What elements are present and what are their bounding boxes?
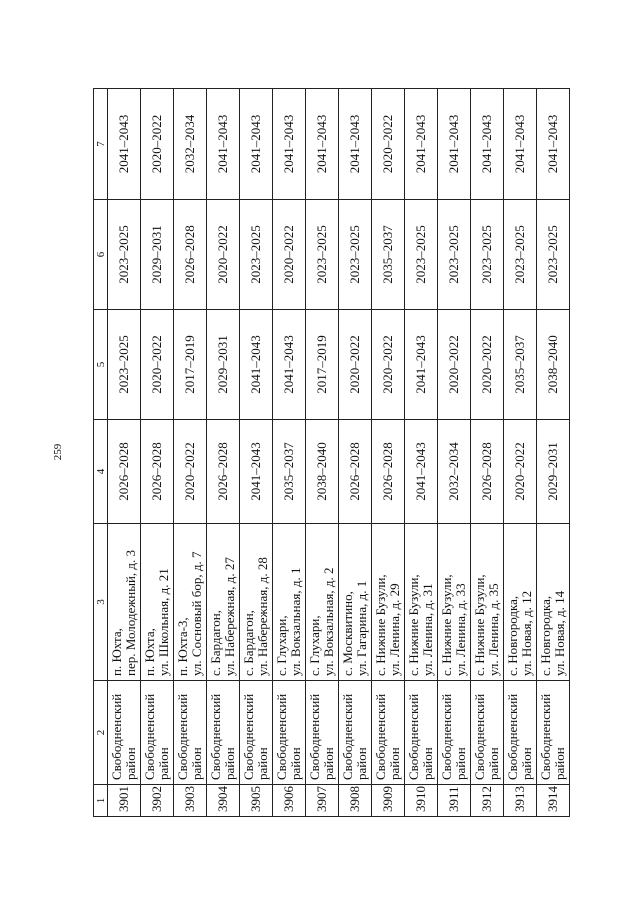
column-header: 3	[94, 524, 108, 681]
address-line: п. Юхта,	[109, 628, 124, 676]
period-cell: 2026–2028	[372, 420, 405, 524]
address-line: ул. Ленина, д. 29	[387, 583, 402, 676]
district-cell	[438, 681, 471, 785]
period-cell: 2038–2040	[306, 420, 339, 524]
district-line: район	[255, 747, 270, 780]
address-line: ул. Ленина, д. 35	[486, 583, 501, 676]
row-id-cell: 3907	[306, 785, 339, 817]
period-cell: 2026–2028	[339, 420, 372, 524]
period-cell: 2041–2043	[108, 89, 141, 200]
district-line: район	[189, 747, 204, 780]
district-line: Свободненский	[208, 693, 223, 780]
period-cell: 2041–2043	[306, 89, 339, 200]
schedule-table	[93, 88, 570, 817]
address-line: ул. Ленина, д. 31	[420, 583, 435, 676]
district-line: Свободненский	[307, 693, 322, 780]
district-cell	[471, 681, 504, 785]
period-cell: 2020–2022	[273, 200, 306, 310]
district-line: Свободненский	[472, 693, 487, 780]
district-line: район	[420, 747, 435, 780]
period-cell: 2023–2025	[339, 200, 372, 310]
period-cell: 2020–2022	[339, 310, 372, 420]
period-cell: 2041–2043	[537, 89, 570, 200]
district-cell	[240, 681, 273, 785]
period-cell: 2029–2031	[207, 310, 240, 420]
district-line: район	[486, 747, 501, 780]
period-cell: 2041–2043	[471, 89, 504, 200]
row-id-cell: 3908	[339, 785, 372, 817]
address-line: ул. Школьная, д. 21	[156, 568, 171, 676]
row-id-cell: 3914	[537, 785, 570, 817]
period-cell: 2041–2043	[438, 89, 471, 200]
address-line: с. Глухари,	[274, 615, 289, 676]
district-line: Свободненский	[142, 693, 157, 780]
address-line: ул. Набережная, д. 27	[222, 557, 237, 676]
period-cell: 2041–2043	[405, 420, 438, 524]
period-cell: 2023–2025	[537, 200, 570, 310]
row-id-cell: 3906	[273, 785, 306, 817]
address-line: с. Москвитино,	[340, 591, 355, 676]
district-line: район	[354, 747, 369, 780]
table-row	[141, 89, 174, 817]
period-cell: 2023–2025	[108, 200, 141, 310]
district-line: Свободненский	[439, 693, 454, 780]
address-line: с. Глухари,	[307, 615, 322, 676]
table-row	[339, 89, 372, 817]
address-cell	[405, 524, 438, 681]
period-cell: 2026–2028	[141, 420, 174, 524]
column-header: 5	[94, 310, 108, 420]
address-line: с. Нижние Бузули,	[373, 574, 388, 676]
address-line: с. Бардагон,	[208, 610, 223, 676]
period-cell: 2032–2034	[174, 89, 207, 200]
table-body	[94, 89, 570, 817]
district-cell	[207, 681, 240, 785]
district-line: Свободненский	[274, 693, 289, 780]
district-line: район	[321, 747, 336, 780]
row-id-cell: 3904	[207, 785, 240, 817]
period-cell: 2041–2043	[273, 310, 306, 420]
page-number: 259	[52, 443, 64, 461]
address-line: с. Новгородка,	[505, 595, 520, 676]
column-header: 6	[94, 200, 108, 310]
period-cell: 2020–2022	[372, 310, 405, 420]
district-line: Свободненский	[505, 693, 520, 780]
district-line: Свободненский	[340, 693, 355, 780]
district-line: район	[552, 747, 567, 780]
table-row	[306, 89, 339, 817]
address-cell	[108, 524, 141, 681]
period-cell: 2041–2043	[405, 89, 438, 200]
address-line: пер. Молодежный, д. 3	[123, 549, 138, 676]
row-id-cell: 3909	[372, 785, 405, 817]
period-cell: 2017–2019	[174, 310, 207, 420]
address-cell	[174, 524, 207, 681]
address-line: ул. Вокзальная, д. 2	[321, 567, 336, 676]
district-line: Свободненский	[175, 693, 190, 780]
table-row	[207, 89, 240, 817]
period-cell: 2041–2043	[405, 310, 438, 420]
table-row	[108, 89, 141, 817]
address-cell	[537, 524, 570, 681]
district-line: район	[222, 747, 237, 780]
district-cell	[273, 681, 306, 785]
period-cell: 2026–2028	[207, 420, 240, 524]
period-cell: 2020–2022	[174, 420, 207, 524]
district-cell	[174, 681, 207, 785]
address-line: п. Юхта-3,	[175, 617, 190, 676]
address-line: ул. Ленина, д. 33	[453, 583, 468, 676]
column-header: 1	[94, 785, 108, 817]
period-cell: 2035–2037	[504, 310, 537, 420]
district-line: район	[123, 747, 138, 780]
address-cell	[504, 524, 537, 681]
district-line: район	[519, 747, 534, 780]
period-cell: 2026–2028	[174, 200, 207, 310]
district-cell	[141, 681, 174, 785]
address-cell	[471, 524, 504, 681]
period-cell: 2023–2025	[471, 200, 504, 310]
district-line: Свободненский	[538, 693, 553, 780]
table-row	[471, 89, 504, 817]
period-cell: 2020–2022	[438, 310, 471, 420]
address-line: ул. Сосновый бор, д. 7	[189, 551, 204, 676]
district-line: район	[453, 747, 468, 780]
period-cell: 2023–2025	[504, 200, 537, 310]
district-line: Свободненский	[406, 693, 421, 780]
table-row	[405, 89, 438, 817]
period-cell: 2035–2037	[372, 200, 405, 310]
period-cell: 2041–2043	[240, 310, 273, 420]
address-line: с. Нижние Бузули,	[406, 574, 421, 676]
period-cell: 2035–2037	[273, 420, 306, 524]
district-line: район	[156, 747, 171, 780]
period-cell: 2038–2040	[537, 310, 570, 420]
header-row	[94, 89, 108, 817]
period-cell: 2041–2043	[339, 89, 372, 200]
period-cell: 2026–2028	[471, 420, 504, 524]
period-cell: 2017–2019	[306, 310, 339, 420]
district-cell	[504, 681, 537, 785]
address-line: с. Бардагон,	[241, 610, 256, 676]
row-id-cell: 3910	[405, 785, 438, 817]
address-cell	[141, 524, 174, 681]
district-cell	[108, 681, 141, 785]
period-cell: 2041–2043	[273, 89, 306, 200]
period-cell: 2029–2031	[537, 420, 570, 524]
table-row	[174, 89, 207, 817]
table-row	[504, 89, 537, 817]
district-line: Свободненский	[373, 693, 388, 780]
table-row	[537, 89, 570, 817]
period-cell: 2041–2043	[240, 89, 273, 200]
address-line: с. Нижние Бузули,	[439, 574, 454, 676]
address-cell	[372, 524, 405, 681]
column-header: 7	[94, 89, 108, 200]
address-cell	[438, 524, 471, 681]
period-cell: 2029–2031	[141, 200, 174, 310]
row-id-cell: 3903	[174, 785, 207, 817]
row-id-cell: 3902	[141, 785, 174, 817]
address-cell	[306, 524, 339, 681]
district-line: Свободненский	[241, 693, 256, 780]
address-line: ул. Вокзальная, д. 1	[288, 567, 303, 676]
table-row	[273, 89, 306, 817]
period-cell: 2020–2022	[372, 89, 405, 200]
period-cell: 2023–2025	[405, 200, 438, 310]
table-row	[240, 89, 273, 817]
table-row	[372, 89, 405, 817]
district-cell	[537, 681, 570, 785]
district-line: Свободненский	[109, 693, 124, 780]
row-id-cell: 3901	[108, 785, 141, 817]
address-line: с. Новгородка,	[538, 595, 553, 676]
district-line: район	[387, 747, 402, 780]
period-cell: 2032–2034	[438, 420, 471, 524]
district-line: район	[288, 747, 303, 780]
address-cell	[207, 524, 240, 681]
period-cell: 2020–2022	[141, 89, 174, 200]
table-row	[438, 89, 471, 817]
row-id-cell: 3912	[471, 785, 504, 817]
district-cell	[339, 681, 372, 785]
period-cell: 2023–2025	[306, 200, 339, 310]
column-header: 2	[94, 681, 108, 785]
address-cell	[240, 524, 273, 681]
period-cell: 2020–2022	[504, 420, 537, 524]
address-cell	[339, 524, 372, 681]
period-cell: 2026–2028	[108, 420, 141, 524]
district-cell	[306, 681, 339, 785]
address-line: ул. Набережная, д. 28	[255, 557, 270, 676]
row-id-cell: 3911	[438, 785, 471, 817]
period-cell: 2020–2022	[207, 200, 240, 310]
period-cell: 2020–2022	[141, 310, 174, 420]
address-line: ул. Гагарина, д. 1	[354, 580, 369, 676]
rotated-table-container	[93, 89, 595, 817]
address-line: с. Нижние Бузули,	[472, 574, 487, 676]
column-header: 4	[94, 420, 108, 524]
period-cell: 2023–2025	[438, 200, 471, 310]
period-cell: 2041–2043	[207, 89, 240, 200]
period-cell: 2023–2025	[240, 200, 273, 310]
period-cell: 2041–2043	[240, 420, 273, 524]
period-cell: 2020–2022	[471, 310, 504, 420]
district-cell	[405, 681, 438, 785]
address-line: п. Юхта,	[142, 628, 157, 676]
address-cell	[273, 524, 306, 681]
row-id-cell: 3905	[240, 785, 273, 817]
district-cell	[372, 681, 405, 785]
address-line: ул. Новая, д. 14	[552, 590, 567, 676]
row-id-cell: 3913	[504, 785, 537, 817]
period-cell: 2041–2043	[504, 89, 537, 200]
address-line: ул. Новая, д. 12	[519, 590, 534, 676]
period-cell: 2023–2025	[108, 310, 141, 420]
